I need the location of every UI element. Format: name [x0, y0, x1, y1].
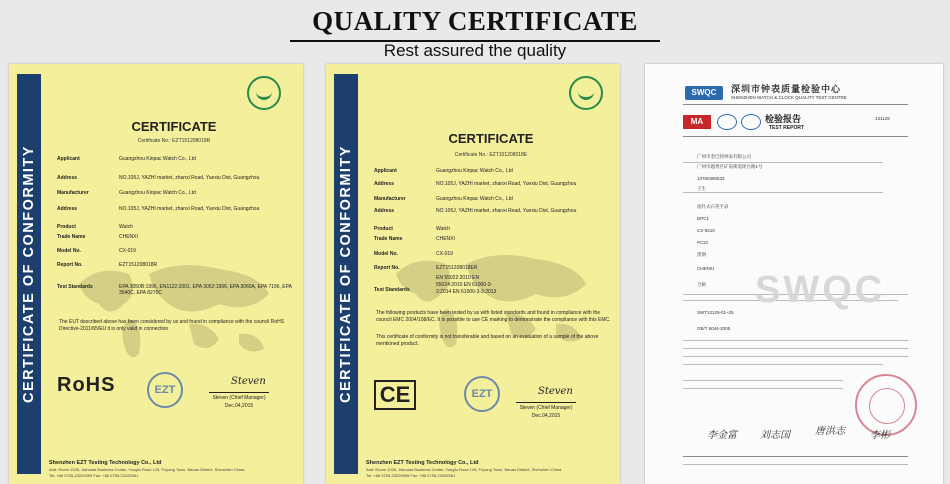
- certificate-number: Certificate No.: EZT151208018E: [454, 152, 528, 158]
- issue-date: Dec.04,2015: [224, 403, 254, 409]
- issuer-footer: [49, 460, 299, 478]
- page-title: QUALITY CERTIFICATE: [312, 6, 638, 36]
- field-row: Applicant Guangzhou Kinpac Watch Co., Ltd: [374, 168, 513, 174]
- field-row: Test Standards EPA 3050B:1996, EN1122:2001, EPA 3052:1996, EPA 3060A, EPA 7196, EPA 3540C, EPA 8270C: [57, 284, 292, 296]
- conformity-band: [334, 74, 358, 474]
- report-line: CX-9210: [697, 228, 715, 233]
- org-name-en: SHENZHEN WATCH & CLOCK QUALITY TEST CENTRE: [731, 95, 847, 100]
- signature: Steven: [231, 376, 266, 387]
- text-line: [683, 356, 908, 357]
- ce-certificate: [326, 64, 620, 484]
- field-row: Trade Name CHENXI: [57, 234, 138, 240]
- field-row: Product Watch: [374, 226, 450, 232]
- report-line: CHENXI: [697, 266, 715, 271]
- header-rule: [683, 104, 908, 105]
- text-line: [683, 340, 908, 341]
- signer-name: Steven (Chief Manager): [212, 395, 266, 401]
- field-row: Product Watch: [57, 224, 133, 230]
- issuer-contact: Tel: +86 0755-23209399 Fax: +86 0755-23209381: [49, 473, 139, 478]
- report-line: 王生: [697, 186, 706, 191]
- field-row: Applicant Guangzhou Kinpac Watch Co., Ltd: [57, 156, 196, 162]
- band-text: CERTIFICATE OF CONFORMITY: [338, 145, 354, 403]
- field-row: Report No. EZT151208018R: [57, 262, 158, 268]
- report-line: 13760380533: [697, 176, 725, 181]
- report-number: 131129: [875, 116, 890, 121]
- report-line: 广州市越秀区矿泉街道瑶台路1号: [697, 164, 763, 169]
- field-row: Trade Name CHENXI: [374, 236, 455, 242]
- signature: 李金富: [707, 430, 737, 441]
- cnas-mark-icon: [741, 114, 761, 130]
- text-line: [683, 162, 883, 163]
- certificate-heading: CERTIFICATE: [131, 119, 217, 134]
- signature: 刘志国: [760, 430, 790, 441]
- text-line: [683, 464, 908, 465]
- issue-date: Dec.04,2015: [531, 413, 561, 419]
- report-line: DPC1: [697, 216, 710, 221]
- rohs-certificate: [9, 64, 303, 484]
- report-line: SWT13129-01~25: [697, 310, 734, 315]
- field-row: Test Standards EN 55022:2010 EN 55024:2010 EN 61000-3-2:2014 EN 61000-3-3:2013: [374, 275, 497, 295]
- text-line: [683, 364, 883, 365]
- field-row: Manufacturer Guangzhou Kinpac Watch Co., Ltd: [374, 196, 513, 202]
- compliance-statement: The EUT described above has been considered by us and found in compliance with the council RoHS Directive-2011/65/EU it is only valid in connection: [59, 319, 285, 332]
- field-row: Report No. EZT151208018ER: [374, 265, 478, 271]
- ezt-globe-logo-icon: [569, 76, 603, 110]
- org-name-cn: 深圳市钟表质量检验中心: [731, 84, 842, 94]
- ilac-mark-icon: [717, 114, 737, 130]
- issuer-name: Shenzhen EZT Testing Technology Co., Ltd: [49, 460, 162, 466]
- report-line: 合格: [697, 282, 706, 287]
- report-line: 指针式石英手表: [697, 204, 729, 209]
- certificate-heading: CERTIFICATE: [448, 131, 534, 146]
- page-subtitle: Rest assured the quality: [383, 41, 567, 60]
- band-text: CERTIFICATE OF CONFORMITY: [21, 145, 37, 403]
- ce-mark: CE: [374, 380, 416, 410]
- report-line: 广州市金巴特钟表有限公司: [697, 154, 751, 159]
- test-report: [645, 64, 943, 484]
- swqc-logo: SWQC: [685, 86, 723, 100]
- ezt-seal-icon: EZT: [464, 376, 500, 412]
- report-line: PC21: [697, 240, 709, 245]
- compliance-statement: The following products have been tested by us with listed standards and found in compliance with the council EMC 2004/108/EC. It is possible to use CE marking to demonstrate the compliance with this EMC.: [376, 310, 611, 323]
- text-line: [683, 192, 883, 193]
- swqc-watermark: SWQC: [755, 269, 886, 311]
- issuer-contact: Tel: +86 0755-23209399 Fax: +86 0755-23209381: [366, 473, 456, 478]
- field-row: Address NO.105J, YAZHI market, zhanxi Road, Yuexiu Dist, Guangzhou: [57, 206, 260, 212]
- footer-rule: [683, 456, 908, 457]
- signature-line: [209, 392, 269, 393]
- title-rule: [683, 136, 908, 137]
- signature: Steven: [538, 386, 573, 397]
- cma-mark: MA: [683, 115, 711, 129]
- report-title-en: TEST REPORT: [769, 125, 805, 131]
- issuer-footer: [366, 460, 616, 478]
- report-line: GB/T 6044-2005: [697, 326, 731, 331]
- field-row: Address NO.105J, YAZHI market, zhanxi Road, Yuexiu Dist, Guangzhou: [57, 175, 260, 181]
- field-row: Model No. CX-019: [374, 251, 453, 257]
- field-row: Manufacturer Guangzhou Kinpac Watch Co., Ltd: [57, 190, 196, 196]
- certificate-number: Certificate No.: EZT151208018R: [137, 138, 211, 144]
- signature-line: [516, 402, 576, 403]
- signer-name: Steven (Chief Manager): [519, 405, 573, 411]
- ezt-globe-logo-icon: [247, 76, 281, 110]
- issuer-address: Add: Room 1026, Jiahuida Business Center, Yongfu Road 126, Fuyong Town, Baoan District, Shenzhen China: [366, 467, 562, 472]
- field-row: Address NO.105J, YAZHI market, zhanxi Road, Yuexiu Dist, Guangzhou: [374, 208, 577, 214]
- rohs-mark: RoHS: [57, 374, 116, 396]
- text-line: [683, 388, 843, 389]
- ezt-seal-icon: EZT: [147, 372, 183, 408]
- signature: 唐洪志: [815, 426, 845, 437]
- issuer-address: Add: Room 1026, Jiahuida Business Center, Yongfu Road 126, Fuyong Town, Baoan District, Shenzhen China: [49, 467, 245, 472]
- text-line: [683, 348, 908, 349]
- report-line: 黑钢: [697, 252, 706, 257]
- signature: 李彬: [870, 430, 890, 441]
- transfer-statement: This certificate of conformity is not transferable and based on an evaluation of a sample of the above mentioned product.: [376, 334, 599, 347]
- conformity-band: [17, 74, 41, 474]
- field-row: Address NO.105J, YAZHI market, zhanxi Road, Yuexiu Dist, Guangzhou: [374, 181, 577, 187]
- report-title-cn: 检验报告: [765, 114, 802, 124]
- field-row: Model No. CX-019: [57, 248, 136, 254]
- text-line: [683, 380, 843, 381]
- issuer-name: Shenzhen EZT Testing Technology Co., Ltd: [366, 460, 479, 466]
- page-header: [0, 0, 950, 62]
